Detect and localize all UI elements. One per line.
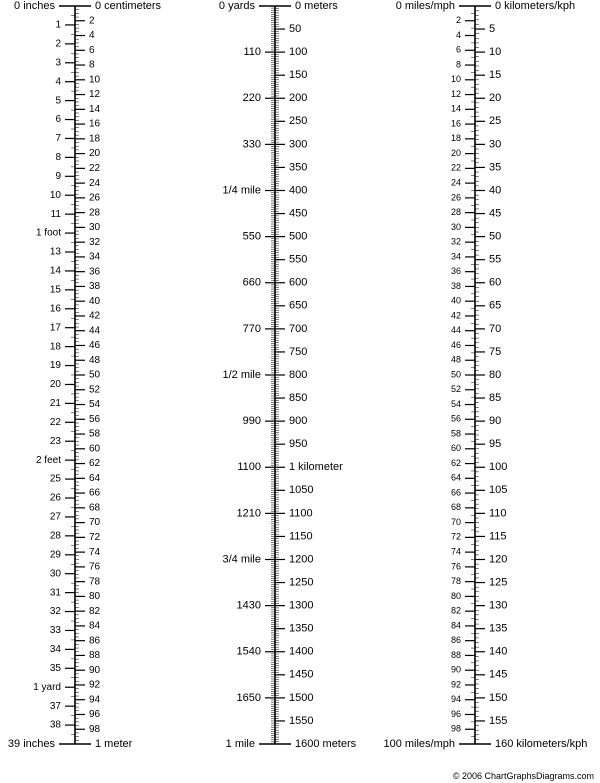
right-tick-label: 90: [489, 415, 502, 428]
right-tick-label: 1200: [289, 553, 314, 566]
right-tick-label: 5: [489, 22, 496, 35]
right-tick-label: 76: [89, 561, 101, 573]
left-tick-label: 31: [49, 587, 61, 599]
left-tick-label: 13: [49, 246, 61, 258]
left-tick-label: 27: [49, 511, 61, 523]
left-tick-label: 44: [450, 325, 461, 336]
left-tick-label: 78: [450, 576, 461, 587]
right-tick-label: 50: [289, 22, 302, 35]
left-tick-label: 110: [243, 46, 261, 59]
left-tick-label: 1/4 mile: [222, 184, 261, 197]
left-tick-label: 15: [49, 284, 61, 296]
left-tick-label: 220: [242, 92, 261, 105]
left-tick-label: 6: [55, 114, 61, 126]
scale-yard-meter: [219, 0, 357, 750]
left-tick-label: 98: [450, 723, 461, 734]
right-tick-label: 82: [89, 605, 101, 617]
left-tick-label: 32: [49, 606, 61, 618]
left-tick-label: 40: [450, 295, 461, 306]
left-tick-label: 26: [450, 192, 461, 203]
left-tick-label: 34: [49, 644, 61, 656]
right-tick-label: 20: [89, 148, 101, 160]
left-tick-label: 46: [450, 339, 461, 350]
left-scale-title: 0 yards: [218, 0, 255, 12]
left-tick-label: 8: [455, 59, 461, 70]
right-tick-label: 600: [289, 276, 308, 289]
left-tick-label: 88: [450, 649, 461, 660]
left-tick-label: 4: [55, 76, 61, 88]
left-tick-label: 16: [450, 118, 461, 129]
right-tick-label: 38: [89, 281, 101, 293]
left-tick-label: 33: [49, 625, 61, 637]
left-tick-label: 770: [242, 322, 261, 335]
right-tick-label: 14: [89, 103, 101, 115]
right-tick-label: 150: [289, 69, 308, 82]
right-tick-label: 25: [489, 115, 502, 128]
left-tick-label: 68: [450, 502, 461, 513]
right-tick-label: 200: [289, 92, 308, 105]
left-tick-label: 35: [49, 662, 61, 674]
left-tick-label: 48: [450, 354, 461, 365]
left-tick-label: 84: [450, 620, 461, 631]
right-tick-label: 400: [289, 184, 308, 197]
right-tick-label: 500: [289, 230, 308, 243]
right-tick-label: 70: [89, 517, 101, 529]
left-tick-label: 2: [455, 15, 461, 26]
left-tick-label: 94: [450, 694, 461, 705]
right-tick-label: 74: [89, 546, 101, 558]
right-tick-label: 28: [89, 207, 101, 219]
right-tick-label: 40: [89, 295, 101, 307]
left-tick-label: 22: [450, 162, 461, 173]
left-tick-label: 38: [49, 719, 61, 731]
right-tick-label: 8: [89, 59, 95, 71]
left-tick-label: 28: [49, 530, 61, 542]
left-tick-label: 3/4 mile: [222, 553, 261, 566]
right-tick-label: 135: [489, 622, 508, 635]
right-tick-label: 100: [289, 46, 308, 59]
left-tick-label: 14: [450, 103, 461, 114]
right-tick-label: 60: [489, 276, 502, 289]
right-tick-label: 300: [289, 138, 308, 151]
left-tick-label: 20: [49, 379, 61, 391]
left-tick-label: 24: [450, 177, 461, 188]
left-tick-label: 30: [49, 568, 61, 580]
right-tick-label: 65: [489, 299, 502, 312]
right-tick-label: 800: [289, 368, 308, 381]
right-tick-label: 85: [489, 391, 502, 404]
left-tick-label: 96: [450, 708, 461, 719]
left-tick-label: 56: [450, 413, 461, 424]
right-tick-label: 98: [89, 723, 101, 735]
right-tick-label: 30: [489, 138, 502, 151]
right-tick-label: 80: [89, 591, 101, 603]
left-tick-label: 37: [49, 700, 61, 712]
right-tick-label: 1550: [289, 714, 314, 727]
right-tick-label: 120: [489, 553, 508, 566]
right-tick-label: 1 kilometer: [289, 461, 343, 474]
left-tick-label: 1/2 mile: [222, 368, 261, 381]
right-tick-label: 44: [89, 325, 101, 337]
right-tick-label: 40: [489, 184, 502, 197]
right-tick-label: 58: [89, 428, 101, 440]
left-tick-label: 30: [450, 221, 461, 232]
right-tick-label: 20: [489, 92, 502, 105]
right-tick-label: 150: [489, 691, 508, 704]
left-scale-end-label: 100 miles/mph: [383, 737, 455, 750]
right-tick-label: 60: [89, 443, 101, 455]
left-tick-label: 17: [49, 322, 61, 334]
right-tick-label: 1450: [289, 668, 314, 681]
right-tick-label: 46: [89, 340, 101, 352]
left-tick-label: 20: [450, 147, 461, 158]
left-tick-label: 2: [55, 38, 61, 50]
left-tick-label: 16: [49, 303, 61, 315]
left-tick-label: 1430: [236, 599, 261, 612]
right-tick-label: 10: [489, 46, 502, 59]
right-tick-label: 88: [89, 650, 101, 662]
left-tick-label: 64: [450, 472, 461, 483]
right-scale-title: 0 meters: [295, 0, 338, 12]
right-tick-label: 1150: [289, 530, 313, 543]
left-tick-label: 9: [55, 170, 61, 182]
right-tick-label: 26: [89, 192, 101, 204]
left-tick-label: 1650: [236, 691, 261, 704]
left-tick-label: 2 feet: [35, 454, 61, 466]
left-tick-label: 80: [450, 590, 461, 601]
right-tick-label: 2: [89, 15, 95, 27]
right-tick-label: 32: [89, 236, 101, 248]
right-tick-label: 145: [489, 668, 508, 681]
left-tick-label: 1210: [236, 507, 261, 520]
left-tick-label: 23: [49, 435, 61, 447]
right-tick-label: 550: [289, 253, 308, 266]
right-tick-label: 650: [289, 299, 308, 312]
left-tick-label: 76: [450, 561, 461, 572]
right-tick-label: 30: [89, 222, 101, 234]
right-tick-label: 68: [89, 502, 101, 514]
left-tick-label: 1 yard: [33, 681, 61, 693]
right-tick-label: 16: [89, 118, 101, 130]
left-tick-label: 660: [242, 276, 261, 289]
left-tick-label: 70: [450, 516, 461, 527]
left-tick-label: 29: [49, 549, 61, 561]
left-tick-label: 90: [450, 664, 461, 675]
right-tick-label: 130: [489, 599, 508, 612]
left-tick-label: 3: [55, 57, 61, 69]
right-tick-label: 78: [89, 576, 101, 588]
left-tick-label: 54: [450, 398, 461, 409]
right-tick-label: 1350: [289, 622, 314, 635]
left-tick-label: 990: [242, 415, 261, 428]
left-tick-label: 25: [49, 473, 61, 485]
right-tick-label: 1050: [289, 484, 314, 497]
right-tick-label: 64: [89, 472, 101, 484]
left-scale-end-label: 39 inches: [7, 737, 55, 750]
left-tick-label: 66: [450, 487, 461, 498]
left-tick-label: 92: [450, 679, 461, 690]
left-tick-label: 26: [49, 492, 61, 504]
right-tick-label: 54: [89, 399, 101, 411]
left-tick-label: 82: [450, 605, 461, 616]
right-tick-label: 110: [489, 507, 507, 520]
right-tick-label: 350: [289, 161, 308, 174]
left-tick-label: 19: [49, 360, 61, 372]
left-tick-label: 62: [450, 457, 461, 468]
left-tick-label: 10: [49, 189, 61, 201]
copyright-notice: © 2006 ChartGraphsDiagrams.com: [452, 771, 594, 781]
right-tick-label: 86: [89, 635, 101, 647]
right-scale-title: 0 centimeters: [95, 0, 162, 12]
left-tick-label: 38: [450, 280, 461, 291]
left-scale-title: 0 miles/mph: [395, 0, 455, 12]
left-tick-label: 34: [450, 251, 461, 262]
left-tick-label: 32: [450, 236, 461, 247]
left-tick-label: 74: [450, 546, 461, 557]
right-tick-label: 1100: [289, 507, 313, 520]
left-scale-title: 0 inches: [14, 0, 55, 12]
right-scale-end-label: 160 kilometers/kph: [495, 737, 588, 750]
right-tick-label: 105: [489, 484, 508, 497]
right-tick-label: 36: [89, 266, 101, 278]
right-tick-label: 155: [489, 714, 508, 727]
left-tick-label: 86: [450, 635, 461, 646]
right-tick-label: 48: [89, 354, 101, 366]
left-tick-label: 21: [49, 398, 61, 410]
left-tick-label: 1540: [236, 645, 261, 658]
right-scale-title: 0 kilometers/kph: [495, 0, 576, 12]
right-tick-label: 125: [489, 576, 508, 589]
scale-inch-cm: [8, 0, 162, 750]
right-tick-label: 100: [489, 461, 508, 474]
left-tick-label: 1100: [237, 461, 261, 474]
right-tick-label: 70: [489, 322, 502, 335]
right-tick-label: 55: [489, 253, 502, 266]
right-tick-label: 450: [289, 207, 308, 220]
right-tick-label: 1250: [289, 576, 314, 589]
right-tick-label: 84: [89, 620, 101, 632]
right-tick-label: 42: [89, 310, 101, 322]
left-tick-label: 6: [455, 44, 461, 55]
right-scale-end-label: 1600 meters: [295, 737, 357, 750]
right-tick-label: 92: [89, 679, 101, 691]
left-scale-end-label: 1 mile: [225, 737, 255, 750]
right-tick-label: 750: [289, 345, 308, 358]
left-tick-label: 1 foot: [35, 227, 61, 239]
left-tick-label: 50: [450, 369, 461, 380]
right-tick-label: 18: [89, 133, 101, 145]
right-tick-label: 850: [289, 391, 308, 404]
right-tick-label: 96: [89, 709, 101, 721]
right-tick-label: 4: [89, 30, 95, 42]
right-tick-label: 10: [89, 74, 101, 86]
left-tick-label: 11: [50, 208, 61, 220]
left-tick-label: 58: [450, 428, 461, 439]
left-tick-label: 330: [242, 138, 261, 151]
right-tick-label: 56: [89, 413, 101, 425]
left-tick-label: 10: [450, 74, 461, 85]
left-tick-label: 5: [55, 95, 61, 107]
right-tick-label: 6: [89, 44, 95, 56]
right-tick-label: 950: [289, 438, 308, 451]
right-tick-label: 115: [489, 530, 507, 543]
left-tick-label: 18: [49, 341, 61, 353]
right-tick-label: 94: [89, 694, 101, 706]
left-tick-label: 42: [450, 310, 461, 321]
right-tick-label: 80: [489, 368, 502, 381]
left-tick-label: 22: [49, 416, 61, 428]
left-tick-label: 550: [242, 230, 261, 243]
right-tick-label: 700: [289, 322, 308, 335]
left-tick-label: 18: [450, 133, 461, 144]
left-tick-label: 1: [55, 19, 61, 31]
right-tick-label: 1300: [289, 599, 314, 612]
right-tick-label: 52: [89, 384, 101, 396]
right-tick-label: 24: [89, 177, 101, 189]
left-tick-label: 12: [450, 88, 461, 99]
left-tick-label: 72: [450, 531, 461, 542]
scale-mph-kph: [383, 0, 587, 750]
right-tick-label: 95: [489, 438, 502, 451]
right-tick-label: 34: [89, 251, 101, 263]
right-tick-label: 1400: [289, 645, 314, 658]
left-tick-label: 52: [450, 384, 461, 395]
right-tick-label: 72: [89, 532, 101, 544]
right-scale-end-label: 1 meter: [95, 737, 133, 750]
left-tick-label: 8: [55, 152, 61, 164]
right-tick-label: 45: [489, 207, 502, 220]
left-tick-label: 4: [455, 29, 461, 40]
right-tick-label: 140: [489, 645, 508, 658]
left-tick-label: 7: [55, 133, 61, 145]
right-tick-label: 35: [489, 161, 502, 174]
left-tick-label: 36: [450, 266, 461, 277]
left-tick-label: 14: [49, 265, 61, 277]
right-tick-label: 90: [89, 664, 101, 676]
right-tick-label: 250: [289, 115, 308, 128]
left-tick-label: 28: [450, 207, 461, 218]
right-tick-label: 1500: [289, 691, 314, 704]
right-tick-label: 50: [89, 369, 101, 381]
right-tick-label: 66: [89, 487, 101, 499]
right-tick-label: 75: [489, 345, 502, 358]
right-tick-label: 62: [89, 458, 101, 470]
right-tick-label: 900: [289, 415, 308, 428]
right-tick-label: 12: [89, 89, 101, 101]
left-tick-label: 60: [450, 443, 461, 454]
right-tick-label: 50: [489, 230, 502, 243]
right-tick-label: 15: [489, 69, 502, 82]
right-tick-label: 22: [89, 163, 101, 175]
